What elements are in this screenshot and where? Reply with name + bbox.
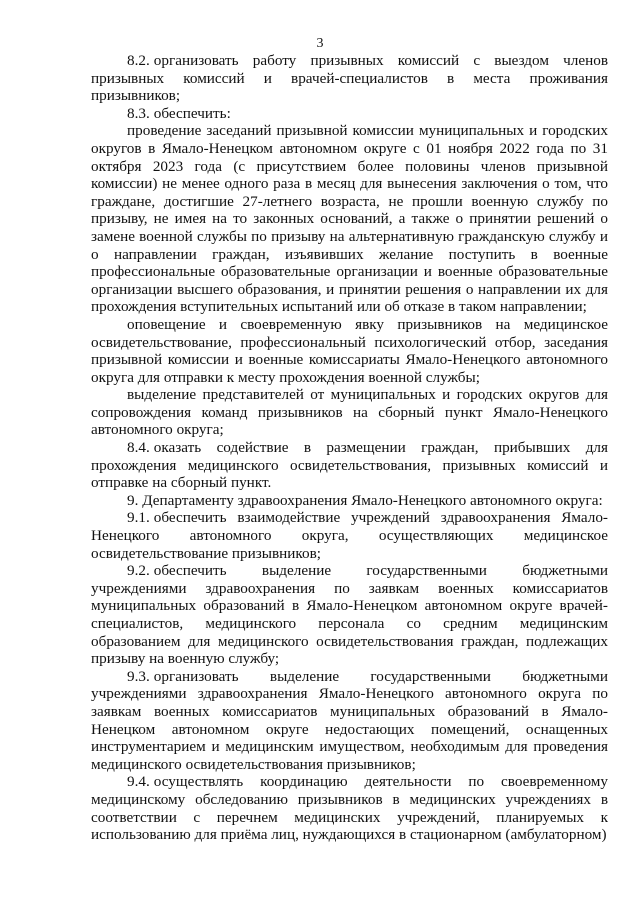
paragraph-8-2 — [91, 52, 608, 105]
item-number: 9.3. — [127, 667, 150, 685]
paragraph-8-4 — [91, 439, 608, 492]
paragraph-9-3 — [91, 668, 608, 774]
paragraph-9-2 — [91, 562, 608, 668]
paragraph-text: осуществлять координацию деятельности по своевременному медицинскому обследованию призывников в медицинских учреждениях в соответствии с перечнем медицинских учреждений, планируемых к использованию для приёма лиц, нуждающихся в стационарном (амбулаторном) — [91, 773, 608, 844]
item-number: 8.3. — [127, 104, 150, 122]
paragraph-text: обеспечить: — [153, 104, 231, 122]
item-number: 8.2. — [127, 52, 150, 69]
paragraph-representatives — [91, 386, 608, 439]
paragraph-notification — [91, 316, 608, 386]
paragraph-8-3 — [91, 105, 608, 123]
paragraph-text: обеспечить взаимодействие учреждений здравоохранения Ямало-Ненецкого автономного округа, осуществляющих медицинское освидетельствование призывников; — [91, 509, 608, 562]
paragraph-text: обеспечить выделение государственными бюджетными учреждениями здравоохранения по заявкам военных комиссариатов муниципальных образований в Ямало-Ненецком автономном округе врачей-специалистов, медицинского персонала со средним медицинским образованием для медицинского освидетельствования граждан, подлежащих призыву на военную службу; — [91, 562, 608, 668]
page-number: 3 — [316, 36, 324, 51]
paragraph-text: проведение заседаний призывной комиссии муниципальных и городских округов в Ямало-Ненецком автономном округе с 01 ноября 2022 года по 31 октября 2023 года (с присутствием более половины членов призывной комиссии) не менее одного раза в месяц для вынесения заключения о том, что граждане, достигшие 27-летнего возраста, не прошли военную службу по призыву, не имея на то законных оснований, а также о принятии решений о замене военной службы по призыву на альтернативную гражданскую службу и о направлении граждан, изъявивших желание поступить в военные профессиональные образовательные организации и военные образовательные организации высшего образования, и принятии решения о направлении их для прохождения вступительных испытаний или об отказе в таком направлении; — [91, 122, 608, 316]
paragraph-9 — [91, 492, 608, 510]
document-body — [91, 52, 608, 844]
paragraph-9-4 — [91, 773, 608, 843]
paragraph-text: выделение представителей от муниципальных и городских округов для сопровождения команд призывников на сборный пункт Ямало-Ненецкого автономного округа; — [91, 386, 608, 439]
item-number: 9.2. — [127, 562, 150, 580]
paragraph-meetings — [91, 122, 608, 316]
paragraph-text: 9. Департаменту здравоохранения Ямало-Ненецкого автономного округа: — [127, 491, 603, 509]
paragraph-text: организовать выделение государственными бюджетными учреждениями здравоохранения Ямало-Ненецкого автономного округа по заявкам военных комиссариатов муниципальных образований в Ямало-Ненецком автономном округе недостающих помещений, оснащенных инструментарием и медицинским имуществом, необходимым для проведения медицинского освидетельствования призывников; — [91, 667, 608, 773]
paragraph-9-1 — [91, 509, 608, 562]
paragraph-text: оповещение и своевременную явку призывников на медицинское освидетельствование, профессиональный психологический отбор, заседания призывной комиссии и военные комиссариаты Ямало-Ненецкого автономного округа для отправки к месту прохождения военной службы; — [91, 315, 608, 386]
paragraph-text: организовать работу призывных комиссий с выездом членов призывных комиссий и врачей-специалистов в места проживания призывников; — [91, 52, 608, 105]
paragraph-text: оказать содействие в размещении граждан, прибывших для прохождения медицинского освидетельствования, призывных комиссий и отправке на сборный пункт. — [91, 439, 608, 492]
item-number: 9.4. — [127, 773, 150, 791]
item-number: 9.1. — [127, 509, 150, 527]
item-number: 8.4. — [127, 439, 150, 457]
